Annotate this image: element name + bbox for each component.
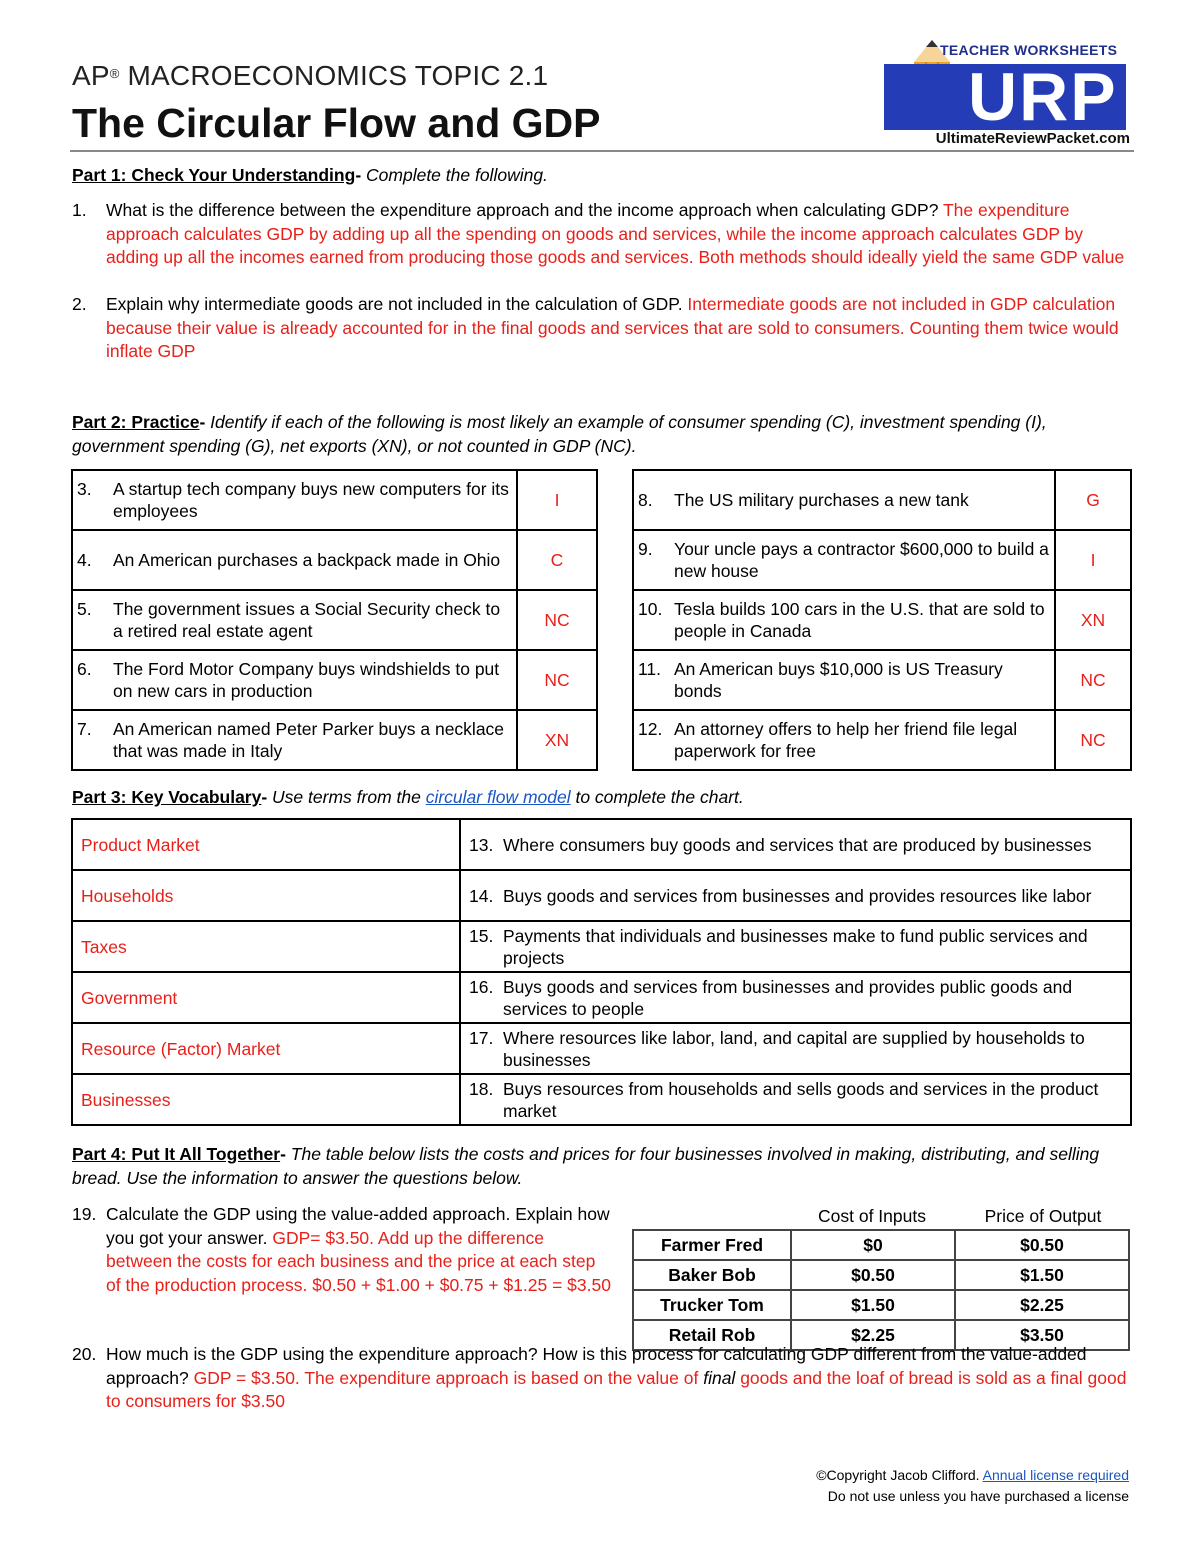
logo-site: UltimateReviewPacket.com [935,130,1130,147]
vocab-term: Households [72,870,460,921]
registered-mark: ® [109,66,120,81]
practice-answer: C [517,530,597,590]
table-row: Resource (Factor) Market 17. Where resources like labor, land, and capital are supplied by households to businesses [72,1023,1131,1074]
practice-answer: NC [1055,710,1131,770]
business-name: Retail Rob [633,1320,791,1350]
table-row: 6. The Ford Motor Company buys windshields to put on new cars in production NC [72,650,597,710]
practice-item-text: The Ford Motor Company buys windshields to put on new cars in production [113,659,500,701]
business-name: Baker Bob [633,1260,791,1290]
part2-heading: Part 2: Practice [72,412,200,432]
practice-item-text: An American purchases a backpack made in Ohio [113,550,501,570]
table-row [633,1290,1129,1320]
practice-table-left [71,469,598,771]
vocab-term: Product Market [72,819,460,870]
part2-heading-line: Part 2: Practice- Identify if each of the following is most likely an example of consumer spending (C), investment spending (I), government spending (G), net exports (XN), or not counted in GDP (NC). [72,412,1047,456]
table-row: 12. An attorney offers to help her friend file legal paperwork for free NC [633,710,1131,770]
table-row [633,1260,1129,1290]
question-19-text: Calculate the GDP using the value-added approach. Explain how you got your answer. [106,1204,610,1248]
cost-of-inputs: $1.50 [791,1290,955,1320]
circular-flow-link[interactable]: circular flow model [425,787,571,807]
practice-answer: XN [1055,590,1131,650]
cost-of-inputs: $0 [791,1230,955,1260]
vocab-term: Resource (Factor) Market [72,1023,460,1074]
table-row: 3. A startup tech company buys new computers for its employees I [72,470,597,530]
col-header-inputs: Cost of Inputs [818,1206,926,1226]
practice-answer: NC [517,590,597,650]
price-of-output: $0.50 [955,1230,1129,1260]
question-1-text: What is the difference between the expenditure approach and the income approach when calculating GDP? [106,200,943,220]
license-link[interactable]: Annual license required [982,1467,1129,1483]
license-notice: Do not use unless you have purchased a license [827,1488,1129,1504]
part2-instruction: Identify if each of the following is most likely an example of consumer spending (C), investment spending (I), government spending (G), net exports (XN), or not counted in GDP (NC). [72,412,1047,456]
table-row: Businesses 18. Buys resources from households and sells goods and services in the product market [72,1074,1131,1125]
vocab-definition: Where resources like labor, land, and capital are supplied by households to businesses [503,1027,1085,1070]
vocab-term: Businesses [72,1074,460,1125]
vocab-definition: Buys resources from households and sells goods and services in the product market [503,1078,1099,1121]
table-row: Households 14. Buys goods and services from businesses and provides resources like labor [72,870,1131,921]
question-20-answer: GDP = $3.50. The expenditure approach is based on the value of final goods and the loaf of bread is sold as a final good to consumers for $3.50 [106,1367,1127,1411]
page-title: The Circular Flow and GDP [72,100,601,146]
vocab-definition: Buys goods and services from businesses and provides public goods and services to people [503,976,1073,1019]
copyright-line: ©Copyright Jacob Clifford. Annual license required [816,1467,1129,1483]
table-row: 7. An American named Peter Parker buys a necklace that was made in Italy XN [72,710,597,770]
part4-heading: Part 4: Put It All Together [72,1144,281,1164]
table-row: 11. An American buys $10,000 is US Treasury bonds NC [633,650,1131,710]
vocabulary-table [71,818,1132,1126]
vocab-term: Taxes [72,921,460,972]
price-of-output: $1.50 [955,1260,1129,1290]
vocab-definition: Payments that individuals and businesses make to fund public services and projects [503,925,1088,968]
part3-heading-line: Part 3: Key Vocabulary- Use terms from the circular flow model to complete the chart. [72,787,744,807]
practice-item-text: The government issues a Social Security check to a retired real estate agent [113,599,501,641]
practice-answer: I [517,470,597,530]
practice-answer: I [1055,530,1131,590]
practice-answer: NC [1055,650,1131,710]
practice-table-right [632,469,1132,771]
practice-item-text: An attorney offers to help her friend file legal paperwork for free [674,719,1018,761]
question-2-text: Explain why intermediate goods are not included in the calculation of GDP. [106,294,688,314]
question-19-answer: GDP= $3.50. Add up the difference between the costs for each business and the price at each step of the production process. $0.50 + $1.00 + $0.75 + $1.25 = $3.50 [106,1227,611,1295]
practice-item-text: Tesla builds 100 cars in the U.S. that are sold to people in Canada [674,599,1045,641]
part1-heading-line: Part 1: Check Your Understanding- Complete the following. [72,165,548,185]
bread-cost-table [632,1229,1130,1351]
practice-answer: XN [517,710,597,770]
practice-answer: NC [517,650,597,710]
practice-item-text: An American buys $10,000 is US Treasury bonds [674,659,1003,701]
practice-item-text: A startup tech company buys new computers for its employees [113,479,509,521]
topic-kicker: AP® MACROECONOMICS TOPIC 2.1 [72,60,549,91]
col-header-output: Price of Output [984,1206,1102,1226]
practice-answer: G [1055,470,1131,530]
cost-of-inputs: $2.25 [791,1320,955,1350]
question-2-answer: Intermediate goods are not included in GDP calculation because their value is already accounted for in the final goods and services that are sold to consumers. Counting them twice would inflate GDP [106,294,1119,361]
table-row: Government 16. Buys goods and services from businesses and provides public goods and services to people [72,972,1131,1023]
table-row: 8. The US military purchases a new tank G [633,470,1131,530]
price-of-output: $2.25 [955,1290,1129,1320]
part1-instruction: Complete the following. [366,165,548,185]
business-name: Farmer Fred [633,1230,791,1260]
vocab-definition: Buys goods and services from businesses and provides resources like labor [503,885,1092,906]
logo-tagline: TEACHER WORKSHEETS [940,42,1118,58]
vocab-term: Government [72,972,460,1023]
practice-item-text: The US military purchases a new tank [674,490,969,510]
table-row: 5. The government issues a Social Security check to a retired real estate agent NC [72,590,597,650]
part4-instruction: The table below lists the costs and prices for four businesses involved in making, distributing, and selling bread. Use the information to answer the questions below. [72,1144,1100,1188]
question-20-text: How much is the GDP using the expenditure approach? How is this process for calculating GDP different from the value-added approach? [106,1344,1087,1388]
question-1-answer: The expenditure approach calculates GDP by adding up all the spending on goods and services, while the income approach calculates GDP by adding up all the incomes earned from producing those goods and services. Both methods should ideally yield the same GDP value [106,200,1125,267]
vocab-definition: Where consumers buy goods and services that are produced by businesses [503,834,1092,855]
part1-heading: Part 1: Check Your Understanding [72,165,356,185]
price-of-output: $3.50 [955,1320,1129,1350]
table-row: Product Market 13. Where consumers buy goods and services that are produced by businesses [72,819,1131,870]
business-name: Trucker Tom [633,1290,791,1320]
urp-logo [880,34,1130,152]
table-row: 4. An American purchases a backpack made in Ohio C [72,530,597,590]
cost-of-inputs: $0.50 [791,1260,955,1290]
table-row: 10. Tesla builds 100 cars in the U.S. that are sold to people in Canada XN [633,590,1131,650]
logo-letters: URP [968,59,1118,135]
practice-item-text: Your uncle pays a contractor $600,000 to build a new house [674,539,1049,581]
table-row: Taxes 15. Payments that individuals and businesses make to fund public services and projects [72,921,1131,972]
table-row: 9. Your uncle pays a contractor $600,000 to build a new house I [633,530,1131,590]
table-row [633,1230,1129,1260]
practice-item-text: An American named Peter Parker buys a necklace that was made in Italy [113,719,505,761]
part3-heading: Part 3: Key Vocabulary [72,787,262,807]
part4-heading-line: Part 4: Put It All Together- The table below lists the costs and prices for four businesses involved in making, distributing, and selling bread. Use the information to answer the questions below. [72,1144,1100,1188]
